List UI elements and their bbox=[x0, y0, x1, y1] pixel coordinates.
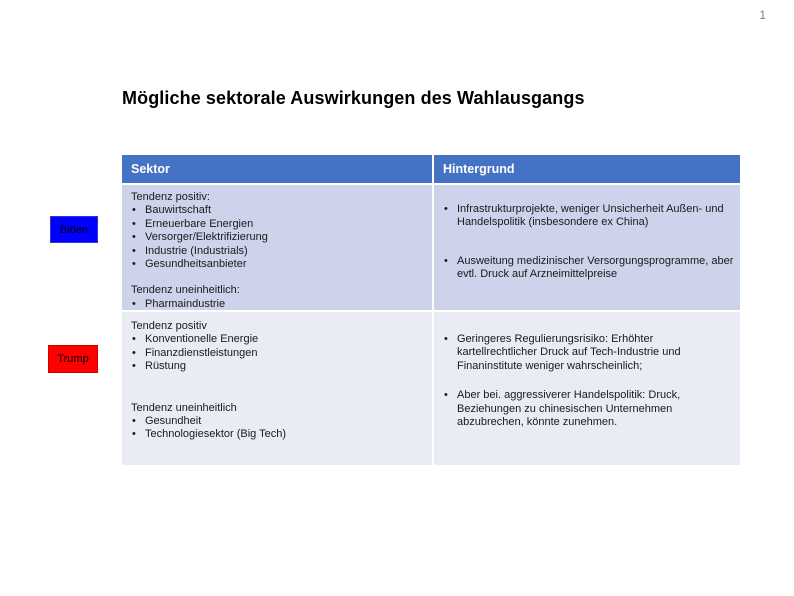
list-item: • Pharmaindustrie bbox=[131, 298, 424, 311]
sektor-list bbox=[131, 298, 424, 311]
page-number: 1 bbox=[759, 8, 766, 22]
sektor-list bbox=[131, 333, 424, 373]
list-item: • Erneuerbare Energien bbox=[131, 218, 424, 231]
list-item: • Gesundheit bbox=[131, 415, 424, 428]
list-item: • Ausweitung medizinischer Versorgungsprogramme, aber evtl. Druck auf Arzneimittelpreise bbox=[443, 255, 734, 282]
list-item: • Geringeres Regulierungsrisiko: Erhöhter kartellrechtlicher Druck auf Tech-Industrie und Finaninstitute weniger wahrscheinlich; bbox=[443, 333, 734, 373]
trump-sektor-cell bbox=[122, 312, 432, 465]
list-item: • Finanzdienstleistungen bbox=[131, 347, 424, 360]
list-item: • Aber bei. aggressiverer Handelspolitik: Druck, Beziehungen zu chinesischen Unternehmen abzubrechen, könnte zunehmen. bbox=[443, 389, 734, 429]
list-item: • Versorger/Elektrifizierung bbox=[131, 231, 424, 244]
tendenz-uneinheitlich-group bbox=[131, 402, 424, 442]
group-heading: Tendenz positiv bbox=[131, 320, 207, 332]
sektor-list bbox=[131, 204, 424, 271]
hintergrund-list bbox=[443, 203, 734, 282]
table-row-biden bbox=[122, 185, 740, 310]
trump-label: Trump bbox=[48, 345, 98, 373]
tendenz-uneinheitlich-group bbox=[131, 284, 424, 311]
tendenz-positiv-group bbox=[131, 320, 424, 374]
biden-sektor-cell bbox=[122, 185, 432, 310]
list-item: • Gesundheitsanbieter bbox=[131, 258, 424, 271]
group-heading: Tendenz uneinheitlich bbox=[131, 401, 237, 414]
sector-impact-table bbox=[122, 155, 740, 467]
list-item: • Infrastrukturprojekte, weniger Unsicherheit Außen- und Handelspolitik (insbesondere ex China) bbox=[443, 203, 734, 230]
biden-hintergrund-cell bbox=[434, 185, 740, 310]
column-header-hintergrund: Hintergrund bbox=[434, 155, 740, 183]
list-item: • Konventionelle Energie bbox=[131, 333, 424, 346]
column-header-sektor: Sektor bbox=[122, 155, 432, 183]
biden-label: Biden bbox=[50, 216, 98, 243]
table-header-row bbox=[122, 155, 740, 183]
group-heading: Tendenz positiv: bbox=[131, 191, 210, 203]
table-row-trump bbox=[122, 312, 740, 465]
list-item: • Rüstung bbox=[131, 360, 424, 373]
hintergrund-list bbox=[443, 333, 734, 429]
sektor-list bbox=[131, 415, 424, 442]
list-item: • Technologiesektor (Big Tech) bbox=[131, 428, 424, 441]
group-heading: Tendenz uneinheitlich: bbox=[131, 284, 240, 297]
list-item: • Industrie (Industrials) bbox=[131, 245, 424, 258]
trump-hintergrund-cell bbox=[434, 312, 740, 465]
page-title: Mögliche sektorale Auswirkungen des Wahlausgangs bbox=[122, 88, 585, 108]
list-item: • Bauwirtschaft bbox=[131, 204, 424, 217]
tendenz-positiv-group bbox=[131, 191, 424, 271]
